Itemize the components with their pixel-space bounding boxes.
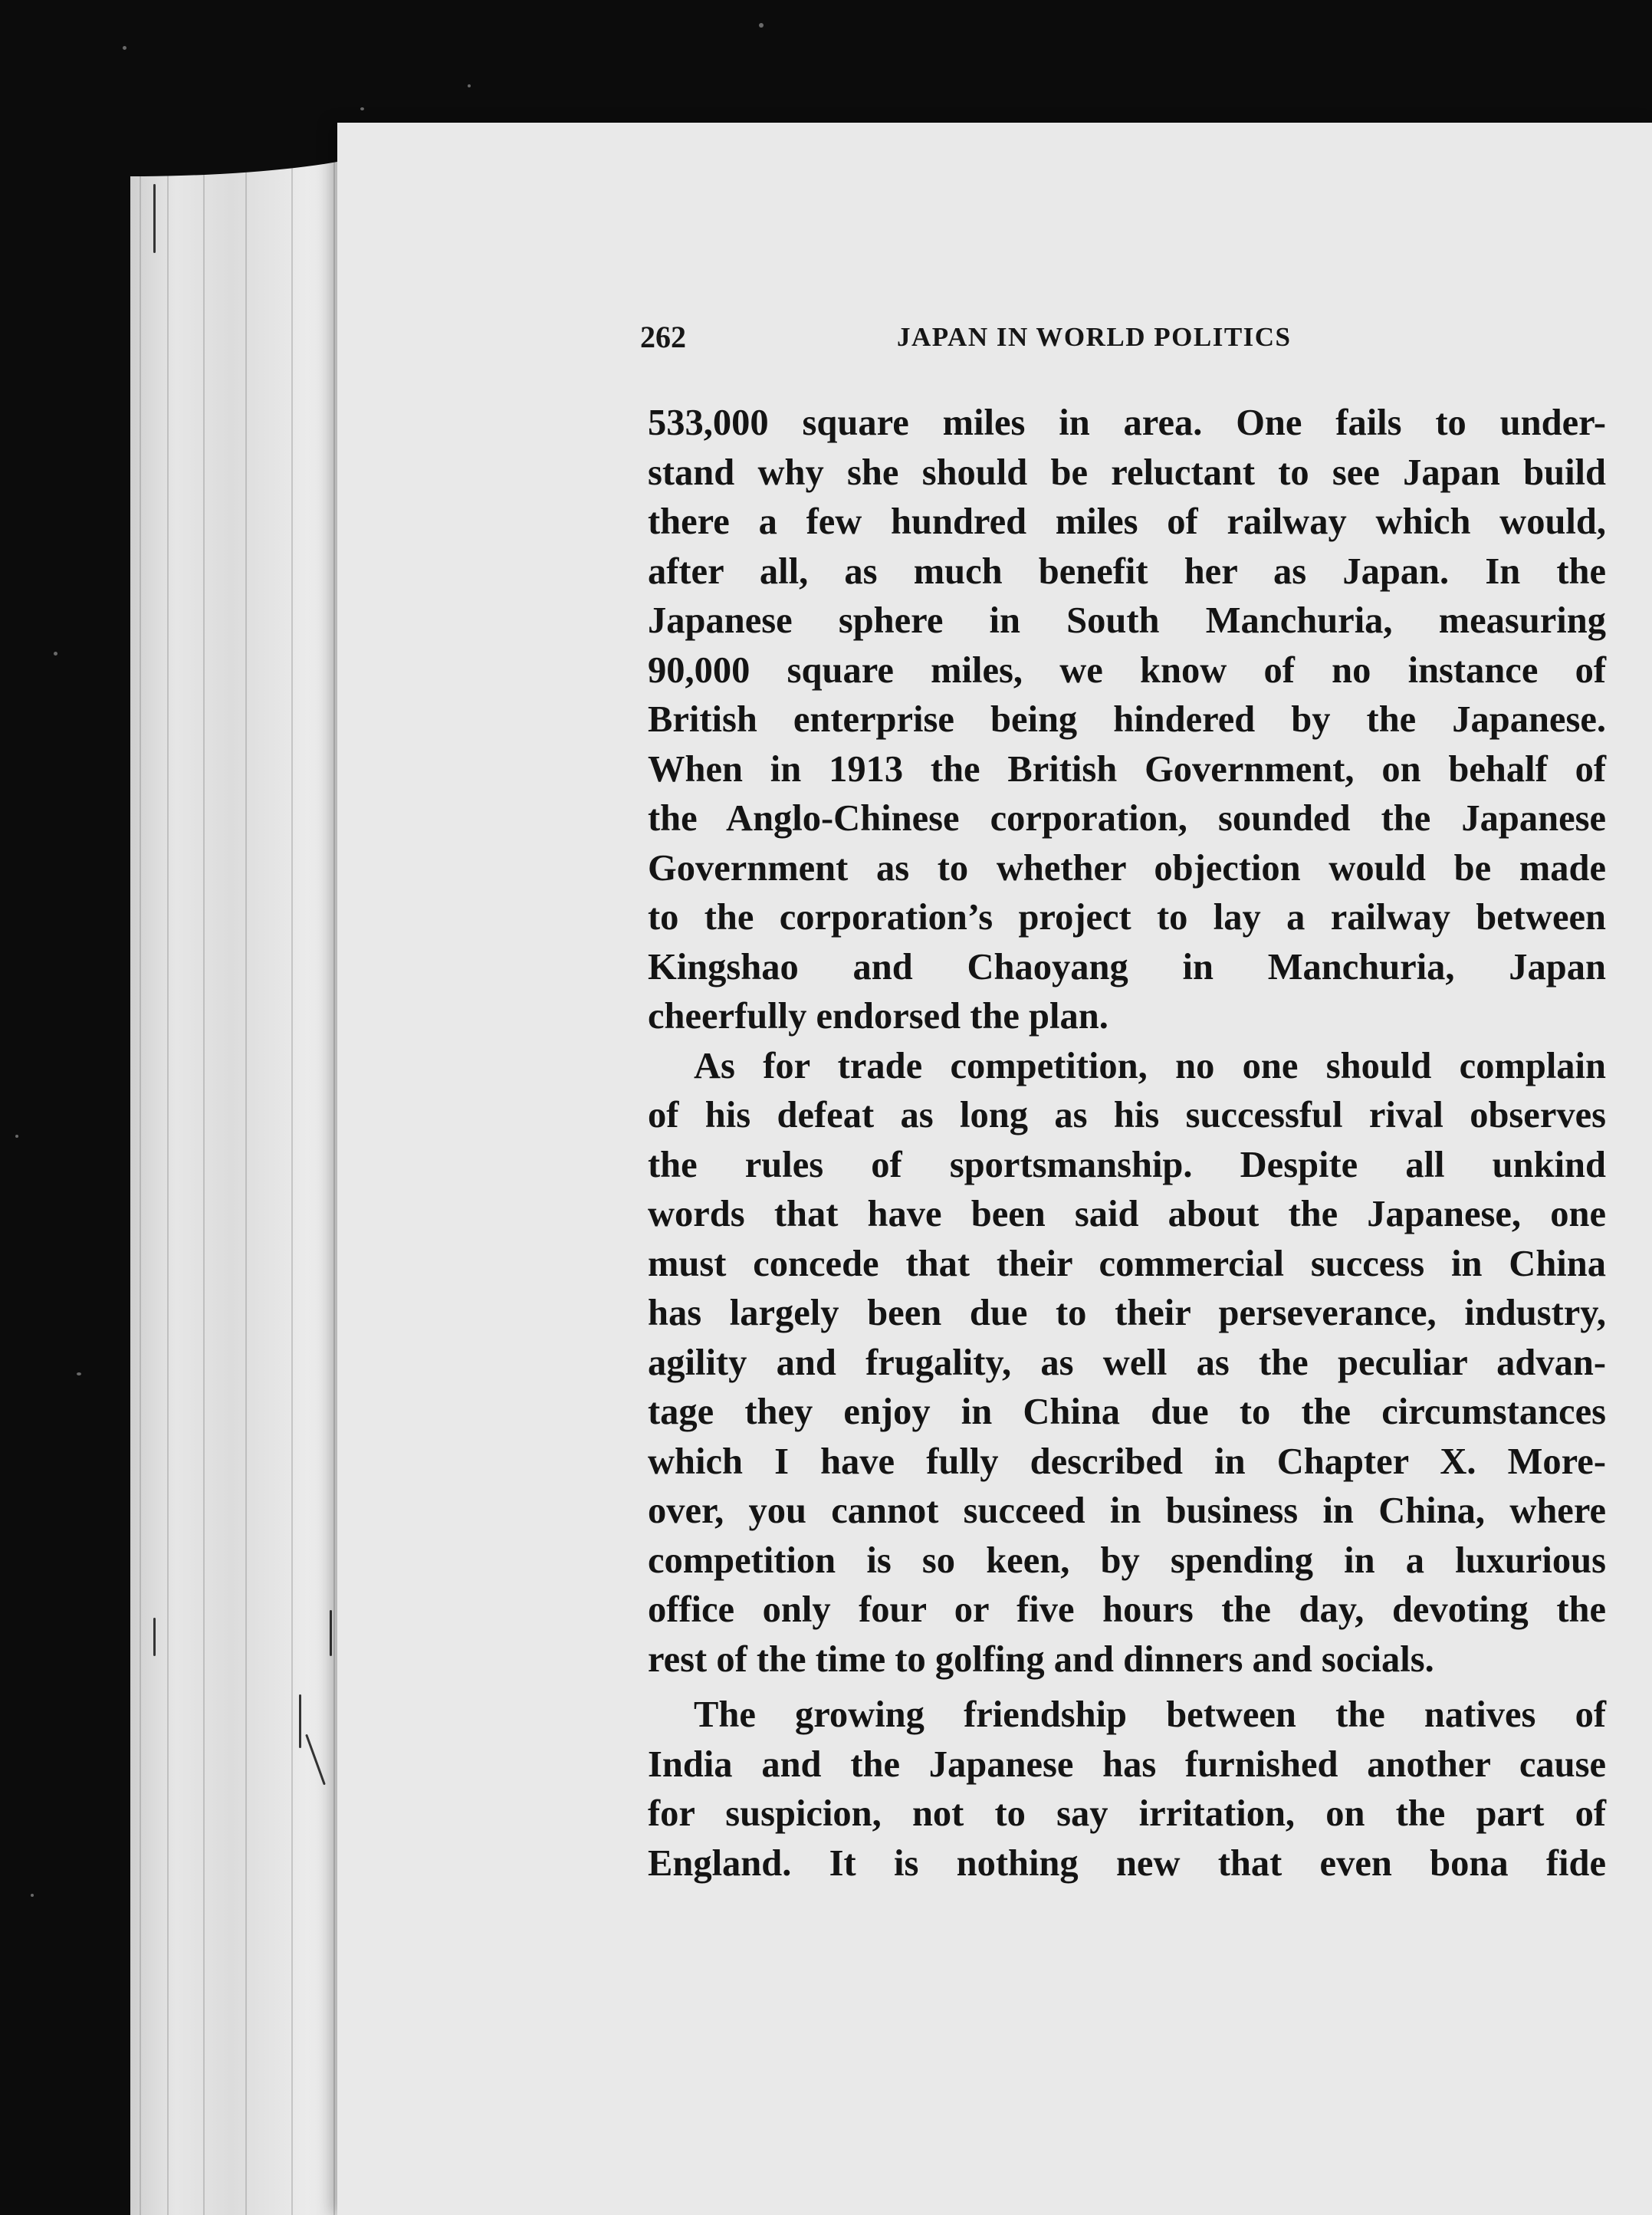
text-line: British enterprise being hindered by the Japanese.	[648, 699, 1606, 740]
text-line: 533,000 square miles in area. One fails to under-	[648, 403, 1606, 443]
page-edge-line	[167, 153, 169, 2215]
text-line: Government as to whether objection would be made	[648, 847, 1606, 889]
text-line: there a few hundred miles of railway which would,	[648, 501, 1606, 542]
background-speck	[31, 1894, 34, 1897]
paragraph	[648, 399, 1606, 1042]
paragraph	[648, 1042, 1606, 1685]
page-edge-line	[333, 153, 335, 2215]
ink-mark	[330, 1610, 332, 1656]
text-line: the rules of sportsmanship. Despite all unkind	[648, 1144, 1606, 1185]
background-speck	[77, 1372, 81, 1375]
background-speck	[360, 107, 364, 110]
body-text	[648, 399, 1606, 1888]
text-line: words that have been said about the Japanese, one	[648, 1194, 1606, 1234]
text-line: India and the Japanese has furnished another cause	[648, 1743, 1606, 1785]
text-line: for suspicion, not to say irritation, on the part of	[648, 1793, 1606, 1834]
text-line: which I have fully described in Chapter X. More-	[648, 1441, 1606, 1482]
background-speck	[15, 1135, 18, 1138]
text-line: Japanese sphere in South Manchuria, measuring	[648, 600, 1606, 641]
text-line: to the corporation’s project to lay a railway between	[648, 897, 1606, 938]
text-line: competition is so keen, by spending in a luxurious	[648, 1540, 1606, 1581]
text-line: The growing friendship between the natives of	[694, 1694, 1606, 1735]
text-line: tage they enjoy in China due to the circumstances	[648, 1392, 1606, 1432]
text-line: must concede that their commercial success in China	[648, 1243, 1606, 1284]
text-line: of his defeat as long as his successful rival observes	[648, 1095, 1606, 1135]
text-line: When in 1913 the British Government, on behalf of	[648, 748, 1606, 790]
ink-mark	[153, 184, 156, 253]
text-line: the Anglo-Chinese corporation, sounded the Japanese	[648, 798, 1606, 839]
ink-mark	[299, 1694, 301, 1748]
page-edge-line	[291, 153, 293, 2215]
text-line: after all, as much benefit her as Japan. In the	[648, 550, 1606, 592]
background-speck	[468, 84, 471, 87]
text-line: office only four or five hours the day, devoting the	[648, 1589, 1606, 1630]
background-speck	[759, 23, 764, 28]
page-edge-line	[203, 153, 205, 2215]
page-header	[640, 319, 1602, 365]
paragraph	[648, 1691, 1606, 1888]
text-line: As for trade competition, no one should complain	[694, 1045, 1606, 1086]
background-speck	[123, 46, 126, 50]
page-edge-line	[140, 153, 141, 2215]
background-speck	[54, 652, 57, 656]
text-line: has largely been due to their perseverance, industry,	[648, 1293, 1606, 1333]
text-line: rest of the time to golfing and dinners and socials.	[648, 1638, 1434, 1680]
ink-mark	[305, 1734, 326, 1786]
page-number: 262	[640, 320, 686, 354]
text-line: England. It is nothing new that even bona fide	[648, 1842, 1606, 1884]
ink-mark	[153, 1618, 156, 1656]
running-title: JAPAN IN WORLD POLITICS	[897, 322, 1292, 352]
text-line: stand why she should be reluctant to see Japan build	[648, 452, 1606, 493]
text-line: over, you cannot succeed in business in China, where	[648, 1490, 1606, 1531]
text-line: agility and frugality, as well as the peculiar advan-	[648, 1342, 1606, 1383]
text-line: cheerfully endorsed the plan.	[648, 996, 1108, 1037]
page-edge-line	[245, 153, 247, 2215]
text-line: Kingshao and Chaoyang in Manchuria, Japan	[648, 946, 1606, 988]
text-line: 90,000 square miles, we know of no instance of	[648, 649, 1606, 691]
